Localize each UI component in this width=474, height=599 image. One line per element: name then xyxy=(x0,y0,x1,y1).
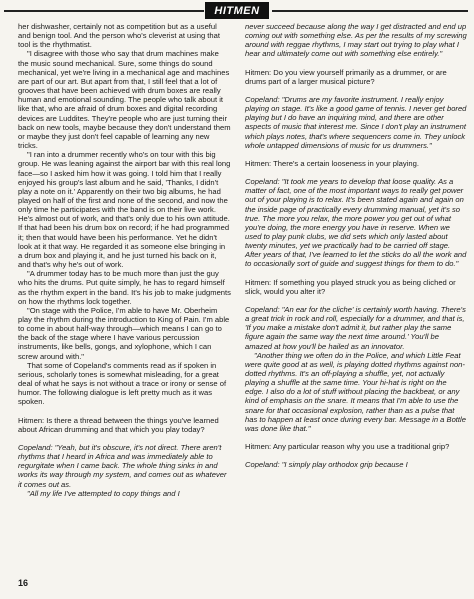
paragraph: "On stage with the Police, I'm able to have Mr. Oberheim play the rhythm during the introduction to King of Pain. I'm able to come in about half-way through—which means I can go to the back of the stage where I have various percussion instruments, like bells, gongs, and xylophone, which I can screw around with." xyxy=(18,305,230,361)
paragraph: Hitmen: Is there a thread between the things you've learned about African drumming and that which you play today? xyxy=(18,415,219,434)
paragraph: "Another thing we often do in the Police, and which Little Feat were quite good at as well, is playing dotted rhythms against non-dotted rhythms. It's an off-playing a shuffle, yet, not actually playing a shuffle at the same time. Your hi-hat is right on the edge. I also do a lot of stuff without placing the backbeat, or any kind of emphasis on the snare. It means that I'm able to use the snare for that occasional explosion, rather than as a pulse that has to happen at least once during every bar. Message in a Bottle was done like that." xyxy=(245,350,466,433)
page-header xyxy=(0,0,474,22)
paragraph: her dishwasher, certainly not as competition but as a useful and benign tool. And the person who's cleverist at using that tool is the rhythmatist. xyxy=(18,22,220,50)
paragraph: Hitmen: Any particular reason why you use a traditional grip? xyxy=(245,442,450,452)
paragraph: Copeland: "Drums are my favorite instrument. I really enjoy playing on stage. It's like a good game of tennis. I never get bored playing but I do have an inquiring mind, and there are other aspects of music that interest me. Since I don't play an instrument which plays notes, that's where sequencers come in. They unlock whole untapped dimensions of music for us drummers." xyxy=(245,94,467,150)
paragraph: Hitmen: If something you played struck you as being cliched or slick, would you alter it? xyxy=(245,277,456,296)
paragraph: "I disagree with those who say that drum machines make the music sound mechanical. Sure, some things do sound mechanical, yet we're living in a mechanical age and machines are part of our art. But apart from that, I still feel that a lot of grooves that have been achieved with drum boxes are really human and emotional sounding. The people who talk about it like that, who are afraid of drum boxes and digital recording devices are Luddites. They're people who are just turning their back on new tools, maybe because they don't understand them or maybe they just don't feel capable of learning any new tricks. xyxy=(18,49,231,151)
paragraph: Copeland: "An ear for the cliche' is certainly worth having. There's a great trick in rock and roll, especially for a drummer, and that is, 'If you make a mistake don't admit it, but rather play the same figure again the same way the next time around.' You'll be amazed at how you'll be hailed as an innovator. xyxy=(245,304,466,351)
paragraph: Copeland: "Yeah, but it's obscure, it's not direct. There aren't rhythms that I heard in Africa and was immediately able to regurgitate when I came back. The whole thing sinks in and works its way through my system, and comes out as whatever it comes out as. xyxy=(18,442,227,489)
paragraph: "All my life I've attempted to copy things and I xyxy=(27,488,180,498)
header-rule-left xyxy=(4,10,204,12)
paragraph: "I ran into a drummer recently who's on tour with this big group. He was leaning against the airport bar with this real long face—so I asked him how it was going. I told him that I really enjoyed his group's last album and he said, 'Thanks, I didn't play a note on it.' Apparently on their two big albums, he had played on half of the first and none of the second, and now the only time he participates with the band is on their live work. He's almost out of work, and that's only due to his own attitude. If that had been his drum box on record; if he had programmed it; then that would have been his performance. Yet he didn't look at it that way. He regarded it as someone else bringing in a drum box and playing it, and he just turned his back on it, and that's why he's out of work. xyxy=(18,150,231,270)
paragraph: never succeed because along the way I get distracted and end up coming out with something else. As per the results of my screwing around with reggae rhythms, I may start out trying to play what I hear and ultimately come out with something else entirely." xyxy=(245,22,467,59)
paragraph: Hitmen: Do you view yourself primarily as a drummer, or are drums part of a larger musical picture? xyxy=(245,67,447,86)
paragraph: Copeland: "It took me years to develop that loose quality. As a matter of fact, one of the most important ways to really get power out of your playing is to relax. It's been stated again and again on the inside page of practically every drumming manual, yet it's so true. The more you relax, the more power you get out of what you're doing, the more energy you have in reserve. When we used to play punk clubs, we did sets which only lasted about twenty minutes, yet we practically had to be carried off stage. After years of that, I've learned to let the sticks do all the work and to occasionally sort of guide and suggest things for them to do." xyxy=(245,177,467,269)
hitmen-logo: HITMEN xyxy=(205,2,269,19)
right-column xyxy=(245,22,467,469)
paragraph: That some of Copeland's comments read as if spoken in serious, scholarly tones is somewhat misleading, for a great deal of what he says is not without a trace or irony or sense of humor. The following dialogue is left pretty much as it was spoken. xyxy=(18,360,227,407)
left-column xyxy=(18,22,231,498)
page-number: 16 xyxy=(18,578,29,588)
paragraph: Copeland: "I simply play orthodox grip because I xyxy=(245,460,408,470)
paragraph: Hitmen: There's a certain looseness in your playing. xyxy=(245,158,419,168)
header-rule-right xyxy=(272,10,468,12)
paragraph: "A drummer today has to be much more than just the guy who hits the drums. Put quite simply, he has to regard himself as the rhythm expert in the band. It's his job to make judgments on how the rhythms lock together. xyxy=(18,269,231,306)
